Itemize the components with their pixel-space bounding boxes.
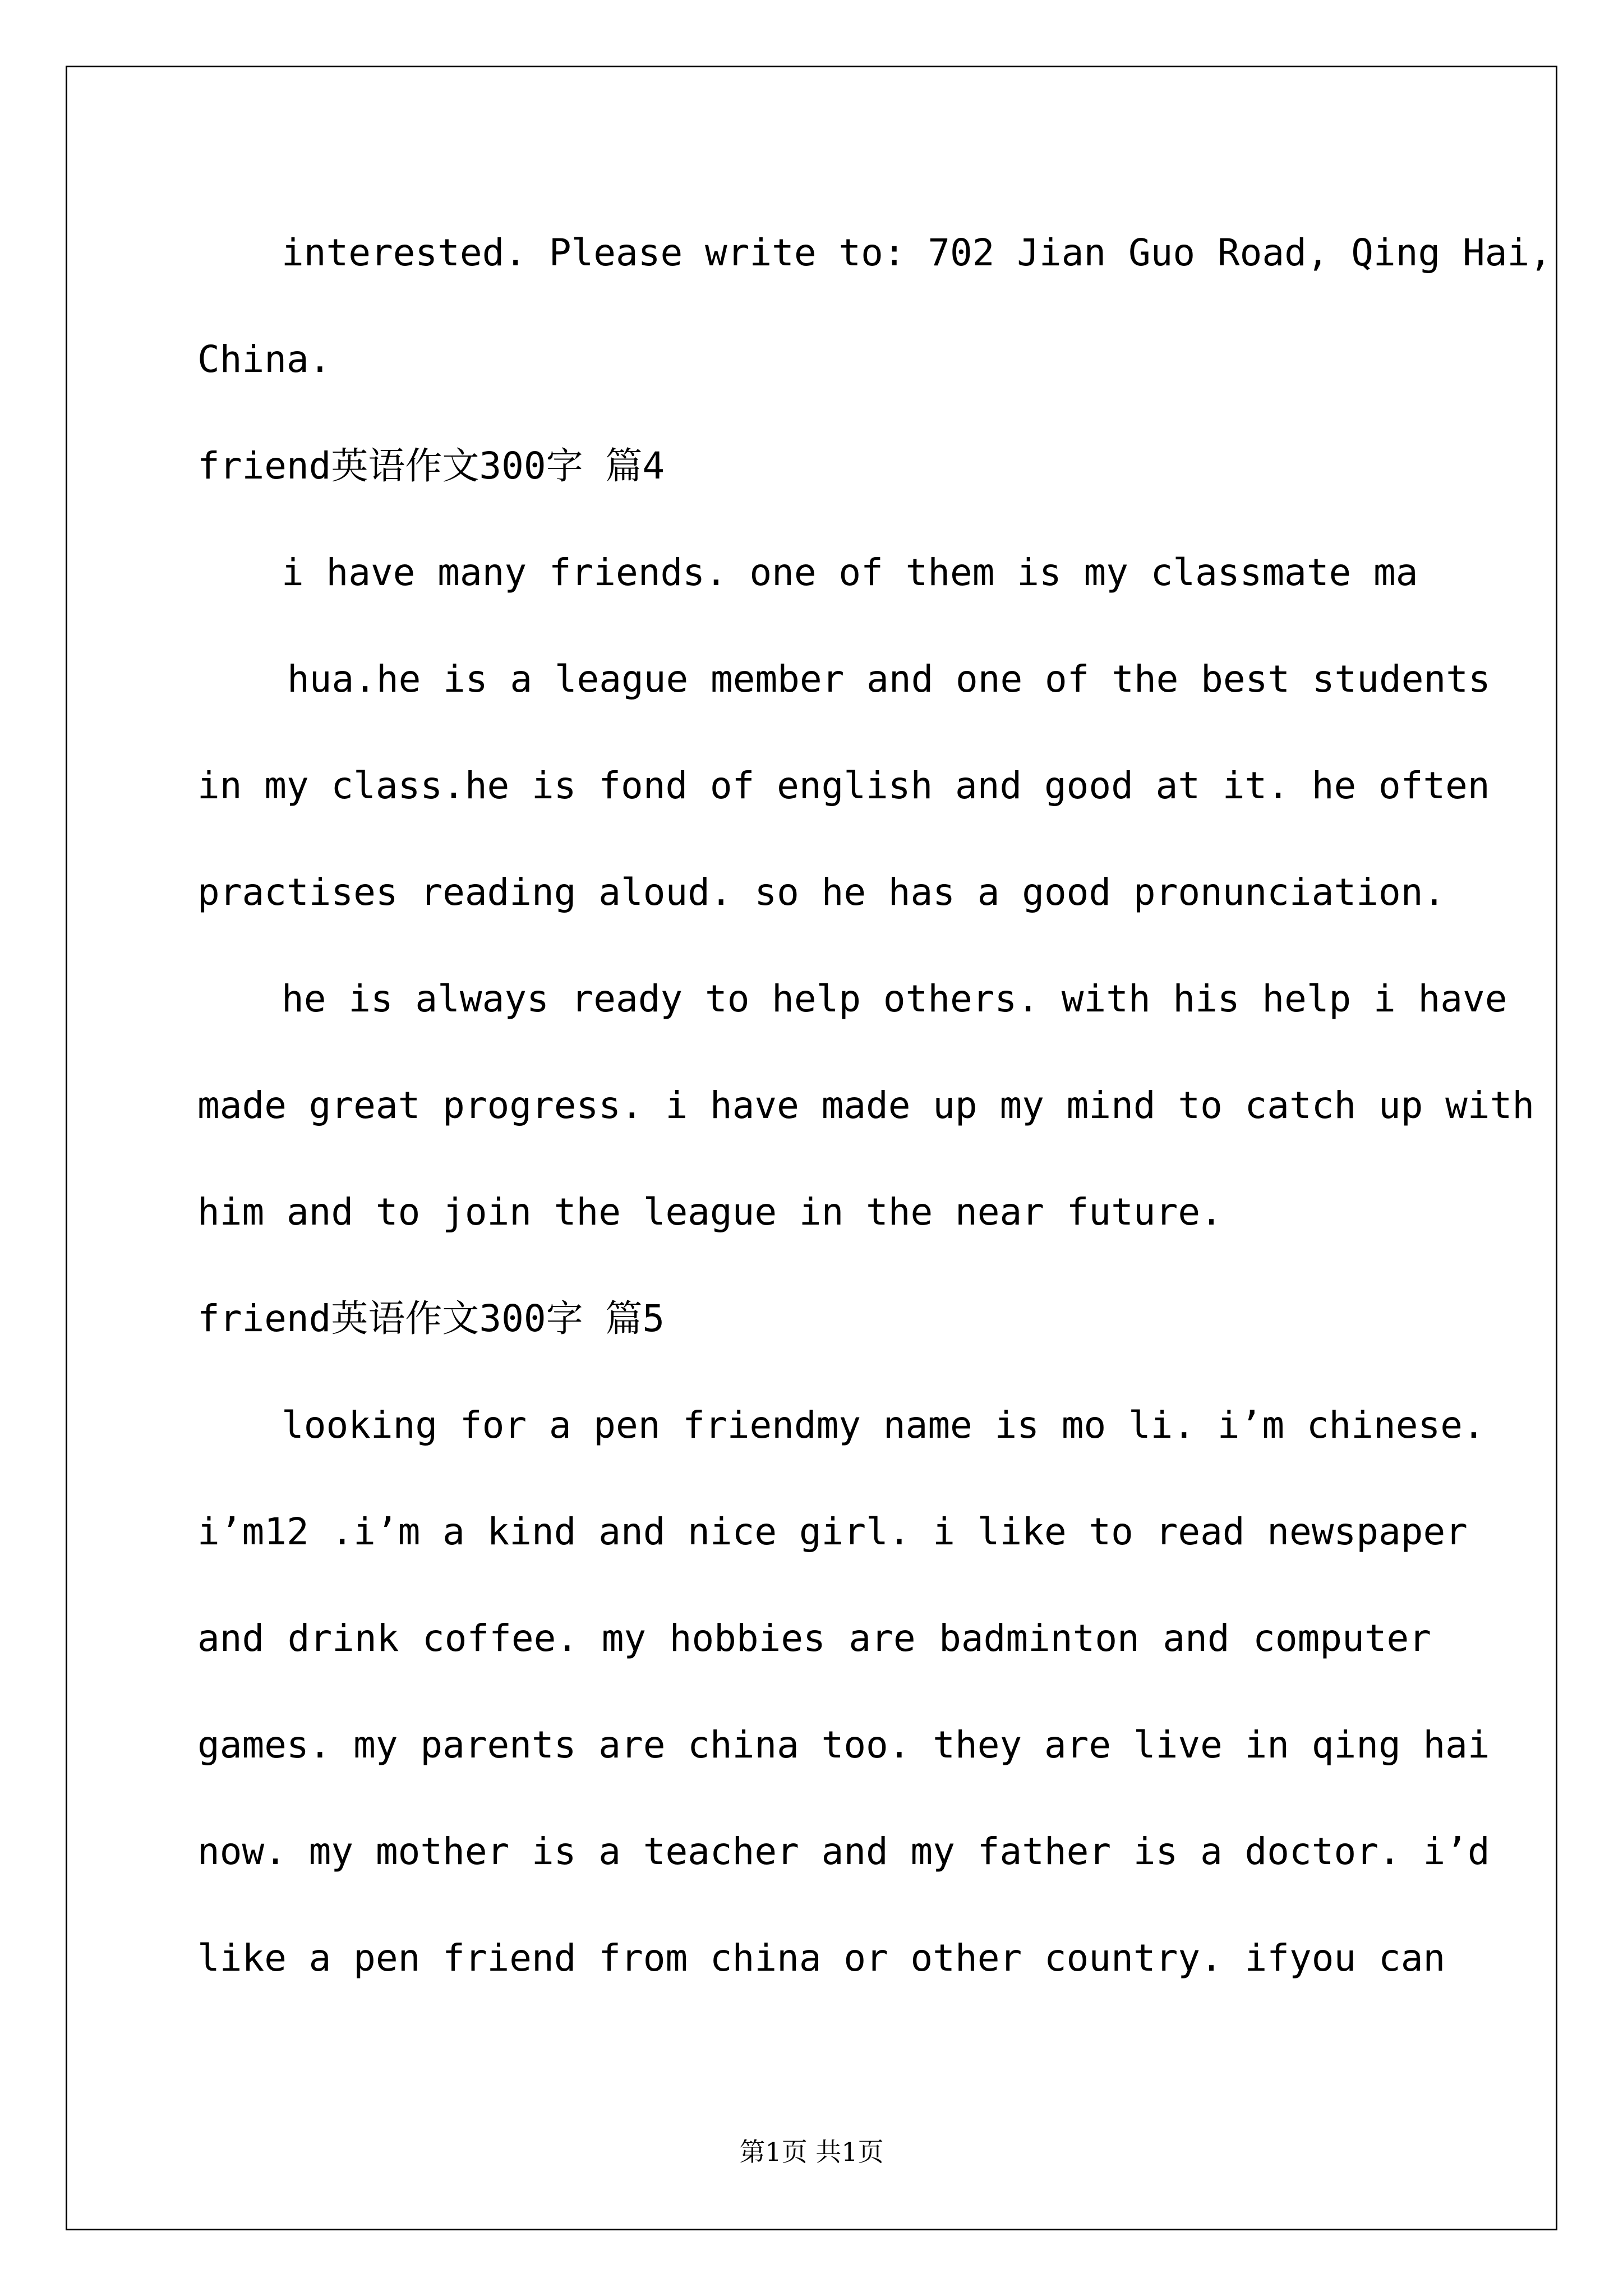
section-heading: friend英语作文300字 篇4 xyxy=(197,444,665,487)
text-line: he is always ready to help others. with his help i have xyxy=(282,977,1507,1020)
text-line: him and to join the league in the near future. xyxy=(197,1190,1223,1234)
text-line: like a pen friend from china or other country. ifyou can xyxy=(197,1936,1446,1980)
text-line: practises reading aloud. so he has a good pronunciation. xyxy=(197,871,1446,914)
text-line: games. my parents are china too. they are live in qing hai xyxy=(197,1723,1490,1766)
text-line: hua.he is a league member and one of the best students xyxy=(287,657,1491,701)
text-line: now. my mother is a teacher and my father is a doctor. i’d xyxy=(197,1830,1490,1873)
page-frame xyxy=(66,66,1557,2230)
text-line: i have many friends. one of them is my classmate ma xyxy=(282,551,1418,594)
text-line: China. xyxy=(197,338,331,381)
text-line: in my class.he is fond of english and good at it. he often xyxy=(197,764,1490,807)
page-footer: 第1页 共1页 xyxy=(739,2137,884,2167)
text-line: made great progress. i have made up my mind to catch up with xyxy=(197,1084,1535,1127)
section-heading: friend英语作文300字 篇5 xyxy=(197,1297,665,1340)
text-line: interested. Please write to: 702 Jian Guo Road, Qing Hai, xyxy=(282,231,1552,274)
text-line: i’m12 .i’m a kind and nice girl. i like to read newspaper xyxy=(197,1510,1468,1553)
text-line: and drink coffee. my hobbies are badminton and computer xyxy=(197,1617,1431,1660)
text-line: looking for a pen friendmy name is mo li. i’m chinese. xyxy=(282,1404,1485,1447)
